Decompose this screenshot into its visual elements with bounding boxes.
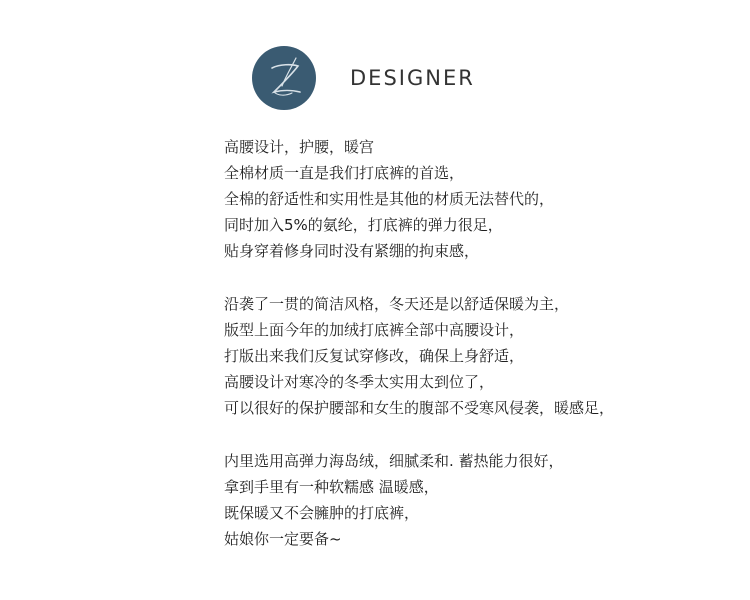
- text-line: 可以很好的保护腰部和女生的腹部不受寒风侵袭，暖感足，: [224, 399, 615, 417]
- paragraph-2: [224, 291, 724, 421]
- text-line: 高腰设计对寒冷的冬季太实用太到位了，: [224, 373, 495, 391]
- description-text: [224, 134, 724, 579]
- text-line: 姑娘你一定要备~: [224, 530, 342, 548]
- text-line: 贴身穿着修身同时没有紧绷的拘束感，: [224, 242, 480, 260]
- text-line: 全棉材质一直是我们打底裤的首选，: [224, 164, 465, 182]
- text-line: 高腰设计，护腰，暖宫: [224, 138, 375, 156]
- text-line: 内里选用高弹力海岛绒，细腻柔和. 蓄热能力很好，: [224, 452, 564, 470]
- text-line: 版型上面今年的加绒打底裤全部中高腰设计，: [224, 321, 525, 339]
- text-line: 拿到手里有一种软糯感 温暖感，: [224, 478, 439, 496]
- text-line: 同时加入5%的氨纶，打底裤的弹力很足，: [224, 216, 503, 234]
- designer-title: DESIGNER: [350, 66, 475, 90]
- paragraph-1: [224, 134, 724, 264]
- signature-z-logo-icon: [252, 46, 316, 110]
- text-line: 全棉的舒适性和实用性是其他的材质无法替代的，: [224, 190, 555, 208]
- designer-header: [252, 46, 475, 110]
- text-line: 沿袭了一贯的简洁风格，冬天还是以舒适保暖为主，: [224, 295, 570, 313]
- text-line: 既保暖又不会臃肿的打底裤，: [224, 504, 420, 522]
- text-line: 打版出来我们反复试穿修改，确保上身舒适，: [224, 347, 525, 365]
- paragraph-3: [224, 448, 724, 552]
